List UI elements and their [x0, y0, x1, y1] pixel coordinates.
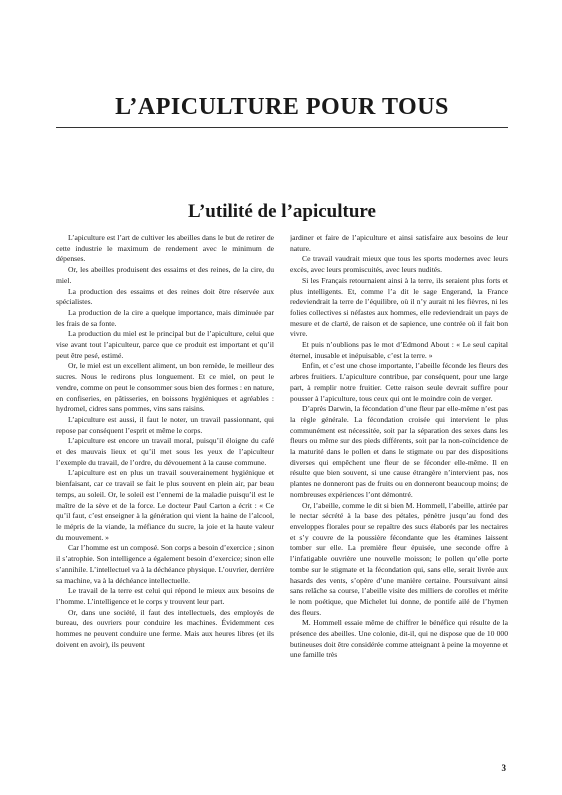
paragraph: L’apiculture est en plus un travail souverainement hygiénique et bienfaisant, car ce travail se fait le plus souvent en plein air, par beau temps, au soleil. Or, le soleil est l’ennemi de la maladie puisqu’il est le maître de la sève et de la force. Le docteur Paul Carton a écrit : « Ce qu’il faut, c’est enseigner à la génération qui vient la haine de l’alcool, le mépris de la viande, la méfiance du sucre, la joie et la haute valeur du mouvement. »	[56, 468, 274, 542]
page-number: 3	[501, 763, 506, 773]
paragraph: Enfin, et c’est une chose importante, l’abeille féconde les fleurs des arbres fruitiers. L’apiculture contribue, par conséquent, pour une large part, à remplir notre fruitier. Cette raison seule devrait suffire pour pousser à l’apiculture, tous ceux qui ont le moindre coin de verger.	[290, 361, 508, 403]
paragraph: Or, les abeilles produisent des essaims et des reines, de la cire, du miel.	[56, 265, 274, 285]
paragraph: Si les Français retournaient ainsi à la terre, ils seraient plus forts et plus intelligents. Et, comme l’a dit le sage Engerand, la France redeviendrait la terre de l’équilibre, où il n’y aurait ni les fièvres, ni les folies collectives si néfastes aux hommes, elle redeviendrait un pays de mesure et de clarté, de raison et de sapience, une contrée où il fait bon vivre.	[290, 275, 508, 339]
right-column	[290, 233, 508, 758]
paragraph: Ce travail vaudrait mieux que tous les sports modernes avec leurs excès, avec leurs promiscuités, avec leurs nudités.	[290, 254, 508, 275]
running-title: L’APICULTURE POUR TOUS	[115, 94, 449, 120]
paragraph: D’après Darwin, la fécondation d’une fleur par elle-même n’est pas la règle générale. La fécondation croisée qui intervient le plus communément est nécessitée, soit par la séparation des sexes dans les fleurs ou même sur des pieds différents, soit par la non-coïncidence de la maturité dans le pollen et dans le stigmate ou par des dispositions diverses qui empêchent une fleur de se féconder elle-même. Il en résulte que bien souvent, si une cause étrangère n’intervient pas, nos plantes ne donneront pas de fruits ou en donneront beaucoup moins; de nombreuses expériences l’ont démontré.	[290, 404, 508, 499]
paragraph: M. Hommell essaie même de chiffrer le bénéfice qui résulte de la présence des abeilles. Une colonie, dit-il, qui ne dispose que de 10 000 butineuses doit être considérée comme atteignant à peine la moyenne et une famille très	[290, 618, 508, 660]
paragraph: Et puis n’oublions pas le mot d’Edmond About : « Le seul capital éternel, inusable et inépuisable, c’est la terre. »	[290, 340, 508, 360]
paragraph: L’apiculture est l’art de cultiver les abeilles dans le but de retirer de cette industrie le maximum de rendement avec le minimum de dépenses.	[56, 233, 274, 264]
paragraph: L’apiculture est aussi, il faut le noter, un travail passionnant, qui repose par conséquent l’esprit et même le corps.	[56, 414, 274, 435]
paragraph: La production des essaims et des reines doit être réservée aux spécialistes.	[56, 286, 274, 307]
paragraph: La production du miel est le principal but de l’apiculture, celui que vise avant tout l’apiculteur, parce que ce produit est important et qu’il peut être pesé, estimé.	[56, 329, 274, 360]
text-columns	[56, 233, 508, 758]
paragraph: Car l’homme est un composé. Son corps a besoin d’exercice ; sinon il s’atrophie. Son intelligence a également besoin d’exercice; sinon elle s’annihile. L’intellectuel va à la déchéance physique. L’ouvrier, derrière sa machine, va à la déchéance intellectuelle.	[56, 543, 274, 585]
left-column	[56, 233, 274, 758]
paragraph: Le travail de la terre est celui qui répond le mieux aux besoins de l’homme. L’intelligence et le corps y trouvent leur part.	[56, 586, 274, 606]
header-rule	[56, 127, 508, 128]
paragraph: L’apiculture est encore un travail moral, puisqu’il éloigne du café et des mauvais lieux et qu’il met sous les yeux de l’apiculteur l’exemple du travail, de l’ordre, du dévouement à la cause commune.	[56, 436, 274, 467]
paragraph: Or, dans une société, il faut des intellectuels, des employés de bureau, des ouvriers pour conduire les machines. Évidemment ces hommes ne peuvent conduire une ferme. Mais aux heures libres (et ils doivent en avoir), ils peuvent	[56, 607, 274, 649]
paragraph: La production de la cire a quelque importance, mais diminuée par les frais de sa fonte.	[56, 307, 274, 328]
paragraph: Or, le miel est un excellent aliment, un bon remède, le meilleur des sucres. Nous le redirons plus longuement. Et ce miel, on peut le vendre, comme on peut le consommer sous bien des formes : en nature, en confiseries, en pâtisseries, en boissons hygiéniques et agréables : hydromel, cidres sans pommes, vins sans raisins.	[56, 361, 274, 414]
paragraph-continuation: jardiner et faire de l’apiculture et ainsi satisfaire aux besoins de leur nature.	[290, 233, 508, 253]
paragraph: Or, l’abeille, comme le dit si bien M. Hommell, l’abeille, attirée par le nectar sécrété à la base des pétales, pénètre jusqu’au fond des enveloppes florales pour se repaître des sucs élaborés par les nectaires et s’y couvre de la poussière fécondante que les étamines laissent tomber sur elle. La première fleur épuisée, une seconde offre à l’infatigable ouvrière une nouvelle moisson; le pollen qu’elle porte tombe sur le stigmate et la fécondation qui, sans elle, serait livrée aux hasards des vents, s’opère d’une manière certaine. Poursuivant ainsi sans relâche sa course, l’abeille visite des milliers de corolles et mérite le nom poétique, que Michelet lui donne, de pontife ailé de l’hymen des fleurs.	[290, 500, 508, 617]
article-title: L’utilité de l’apiculture	[188, 201, 376, 222]
